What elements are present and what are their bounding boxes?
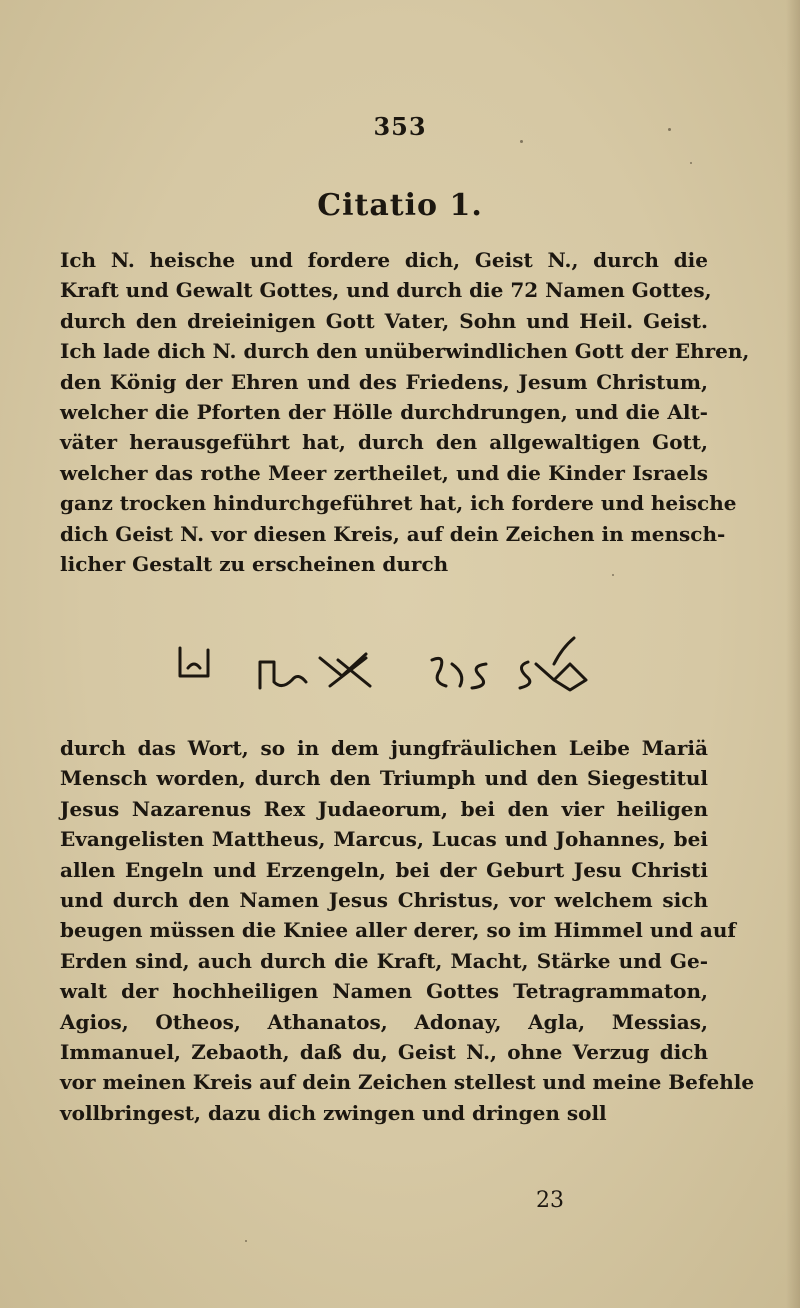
text-line: walt der hochheiligen Namen Gottes Tetragrammaton, (60, 979, 708, 1004)
sigil-4-icon (432, 658, 486, 688)
sigil-2-icon (260, 662, 306, 688)
text-line: Ich N. heische und fordere dich, Geist N., durch die (60, 248, 708, 272)
paper-speck (690, 162, 692, 164)
text-line: licher Gestalt zu erscheinen durch (60, 551, 449, 576)
signature-mark: 23 (536, 1188, 564, 1213)
sigil-row (170, 630, 630, 700)
text-line: durch das Wort, so in dem jungfräulichen Leibe Mariä (60, 736, 708, 760)
paragraph-1 (60, 245, 750, 579)
text-line: beugen müssen die Kniee aller derer, so im Himmel und auf (60, 918, 736, 943)
text-line: durch den dreieinigen Gott Vater, Sohn und Heil. Geist. (60, 308, 708, 333)
text-line: Jesus Nazarenus Rex Judaeorum, bei den vier heiligen (60, 796, 708, 821)
text-line: vor meinen Kreis auf dein Zeichen stellest und meine Befehle (60, 1070, 755, 1095)
paragraph-2 (60, 733, 755, 1128)
text-line: Immanuel, Zebaoth, daß du, Geist N., ohne Verzug dich (60, 1039, 708, 1064)
paper-speck (245, 1240, 247, 1242)
paper-speck (520, 140, 523, 143)
sigil-5-icon (520, 638, 586, 690)
section-heading: Citatio 1. (317, 188, 483, 223)
sigil-3-icon (320, 654, 370, 686)
text-line: Mensch worden, durch den Triumph und den Siegestitul (60, 766, 708, 791)
text-line: und durch den Namen Jesus Christus, vor welchem sich (60, 887, 708, 912)
text-line: dich Geist N. vor diesen Kreis, auf dein Zeichen in mensch- (60, 521, 726, 546)
text-line: Ich lade dich N. durch den unüberwindlichen Gott der Ehren, (60, 339, 750, 364)
text-line: welcher die Pforten der Hölle durchdrungen, und die Alt- (60, 399, 708, 424)
text-line: Agios, Otheos, Athanatos, Adonay, Agla, Messias, (60, 1009, 708, 1034)
text-line: Evangelisten Mattheus, Marcus, Lucas und Johannes, bei (60, 827, 708, 852)
page-number: 353 (373, 112, 427, 141)
text-line: den König der Ehren und des Friedens, Jesum Christum, (60, 369, 708, 394)
text-line: vollbringest, dazu dich zwingen und dringen soll (60, 1100, 607, 1125)
paper-speck (668, 128, 671, 131)
text-line: ganz trocken hindurchgeführet hat, ich fordere und heische (60, 491, 737, 516)
text-line: Kraft und Gewalt Gottes, und durch die 72 Namen Gottes, (60, 278, 712, 303)
sigil-1-icon (180, 648, 208, 676)
text-line: väter herausgeführt hat, durch den allgewaltigen Gott, (60, 430, 708, 455)
text-line: allen Engeln und Erzengeln, bei der Geburt Jesu Christi (60, 857, 708, 882)
paper-speck (612, 574, 614, 576)
text-line: Erden sind, auch durch die Kraft, Macht, Stärke und Ge- (60, 948, 708, 973)
text-line: welcher das rothe Meer zertheilet, und die Kinder Israels (60, 460, 708, 485)
